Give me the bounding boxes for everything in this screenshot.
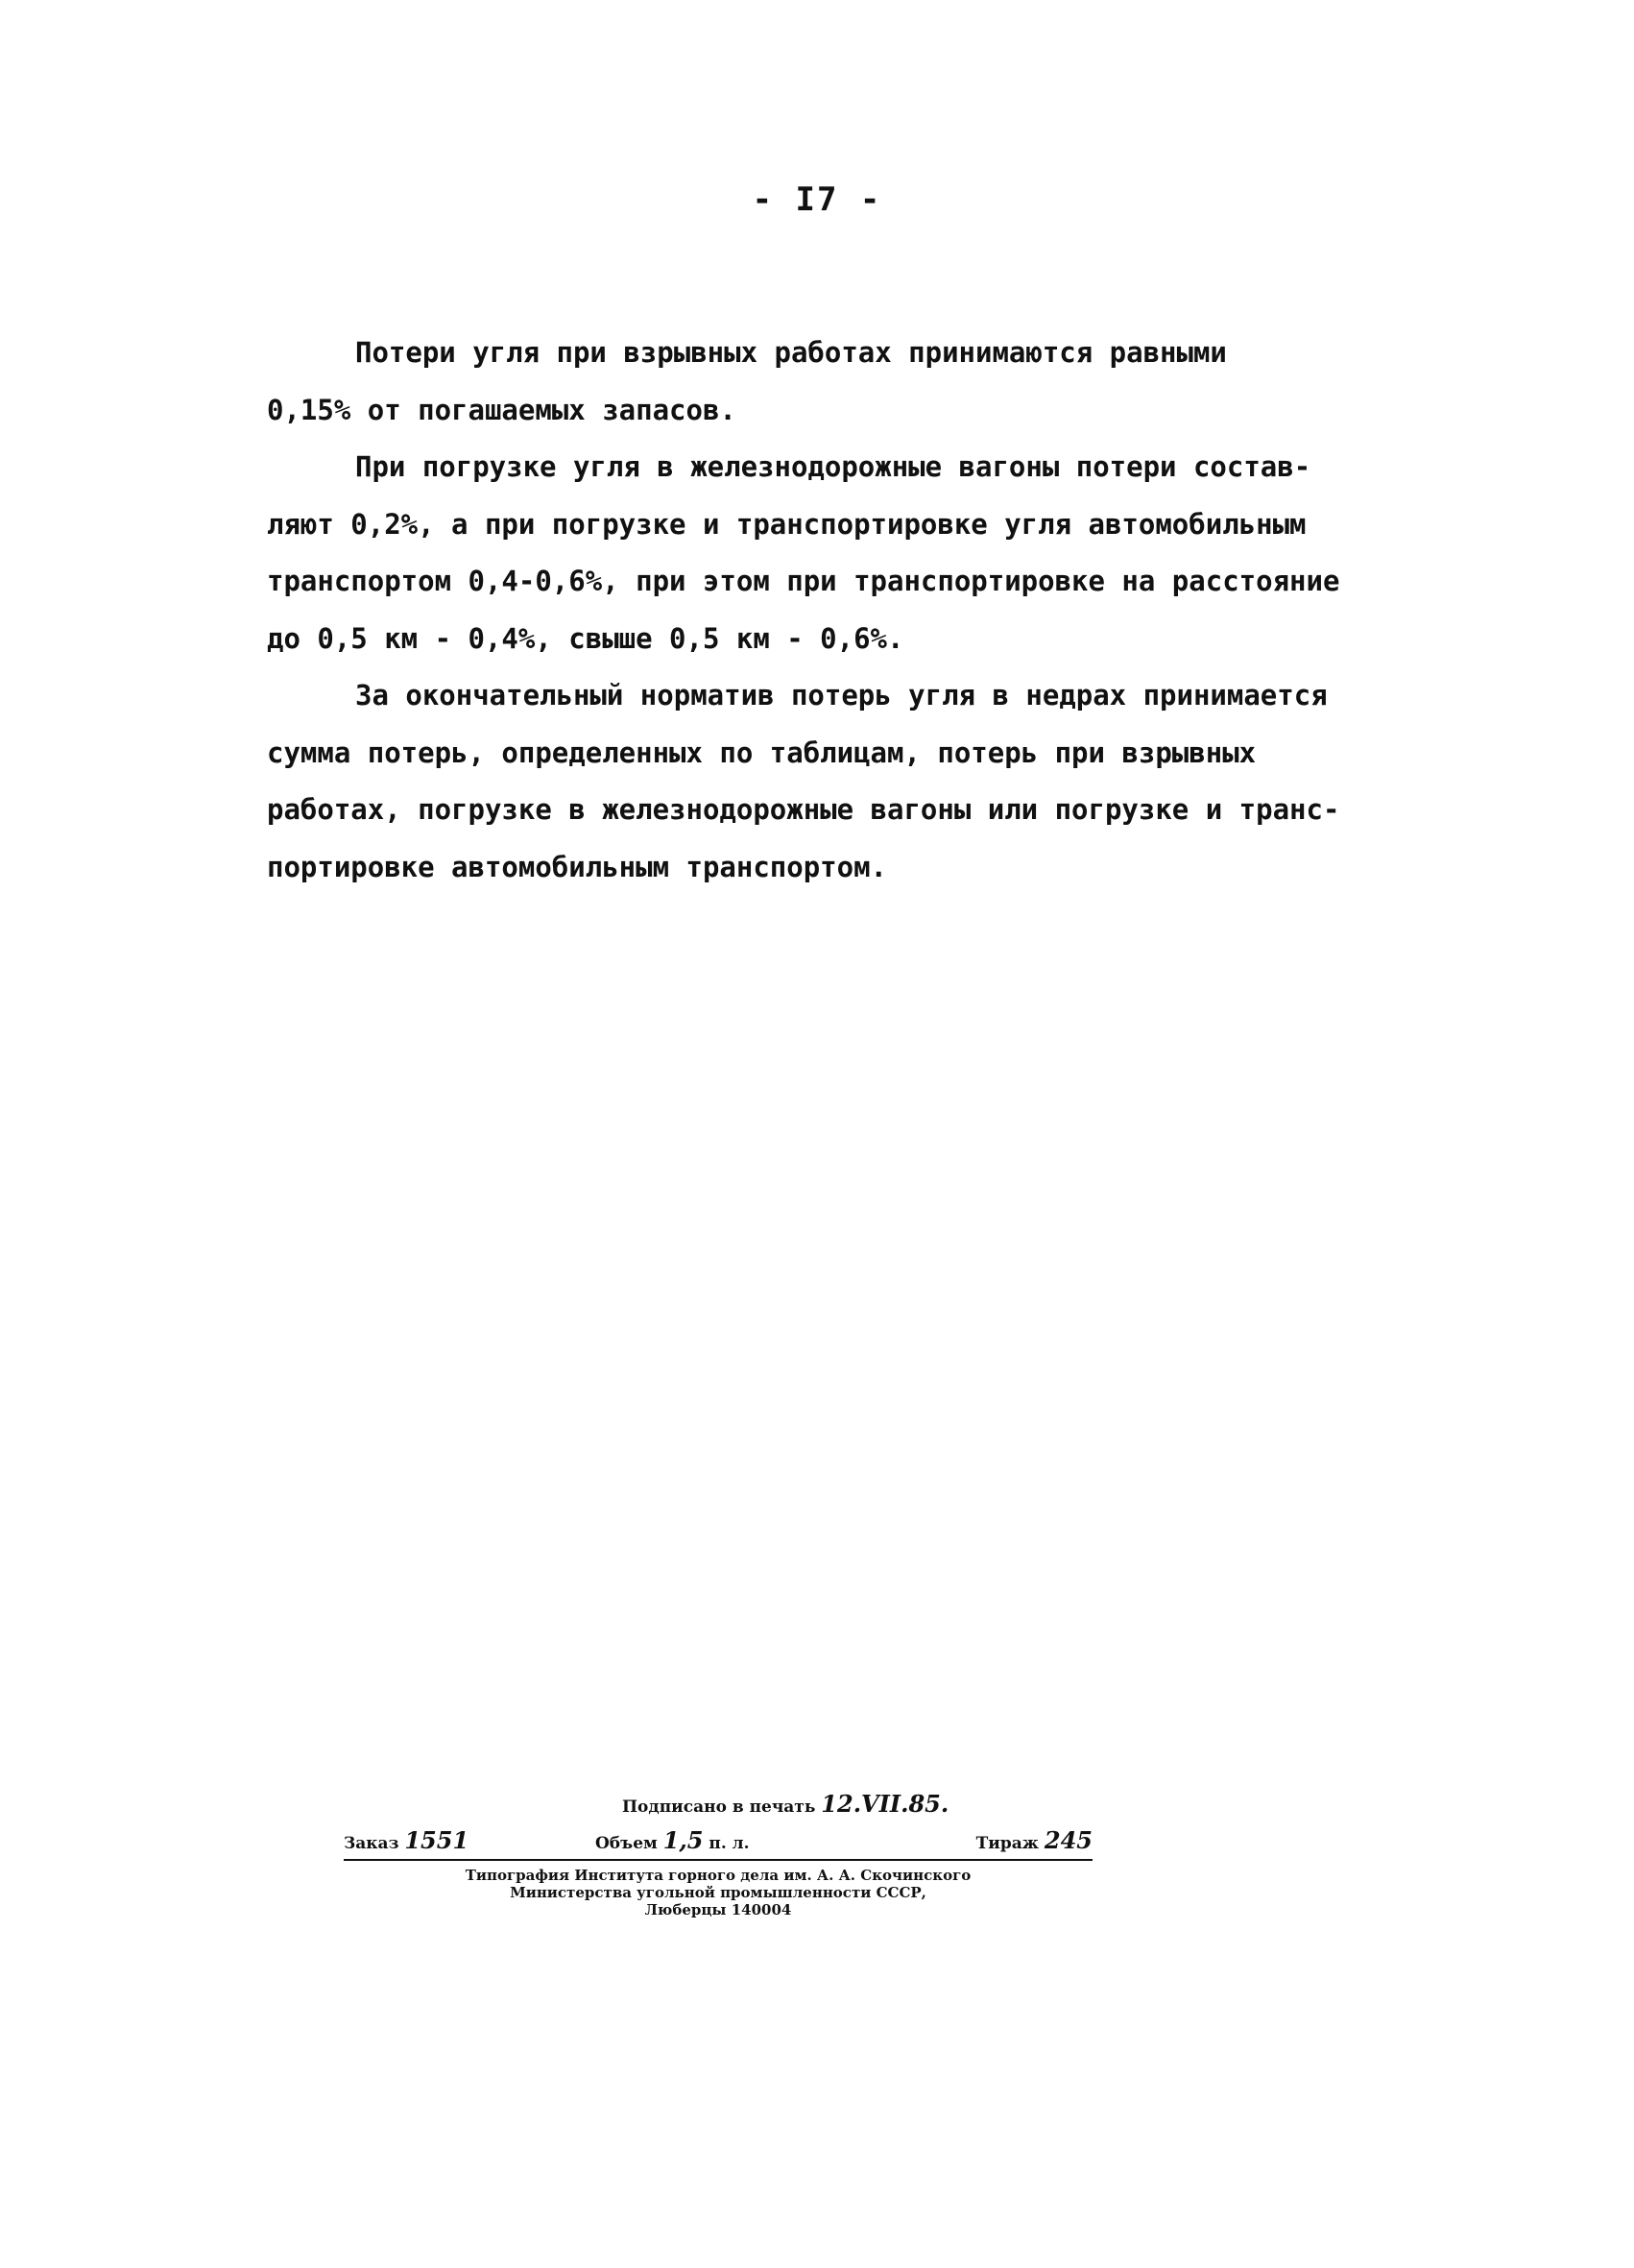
paragraph-line: При погрузке угля в железнодорожные вагоны потери состав-	[355, 450, 1311, 483]
order-number: 1551	[404, 1826, 469, 1854]
colophon-row	[344, 1826, 1093, 1855]
body-text	[267, 325, 1419, 896]
volume-unit: п. л.	[709, 1834, 750, 1853]
signed-for-print	[622, 1790, 949, 1818]
order-info	[344, 1826, 469, 1854]
paragraph-line: до 0,5 км - 0,4%, свыше 0,5 км - 0,6%.	[267, 621, 904, 655]
signed-date: 12.VII.85.	[821, 1790, 949, 1818]
order-label: Заказ	[344, 1834, 399, 1853]
printer-line: Министерства угольной промышленности СССР,	[510, 1884, 926, 1901]
paragraph-line: портировке автомобильным транспортом.	[267, 850, 888, 883]
page-number: - I7 -	[752, 181, 882, 219]
circulation-info	[976, 1826, 1093, 1854]
printer-imprint	[344, 1867, 1093, 1918]
paragraph-line: транспортом 0,4-0,6%, при этом при транспортировке на расстояние	[267, 565, 1340, 597]
volume-value: 1,5	[662, 1826, 704, 1854]
paragraph-line: ляют 0,2%, а при погрузке и транспортировке угля автомобильным	[267, 507, 1307, 541]
paragraph-line: Потери угля при взрывных работах принимаются равными	[355, 336, 1227, 369]
paragraph-line: сумма потерь, определенных по таблицам, потерь при взрывных	[267, 736, 1257, 769]
printer-line: Типография Института горного дела им. А. А. Скочинского	[465, 1867, 972, 1884]
volume-label: Объем	[595, 1834, 658, 1853]
paragraph-line: За окончательный норматив потерь угля в недрах принимается	[355, 679, 1328, 712]
circulation-label: Тираж	[975, 1834, 1039, 1853]
paragraph-line: 0,15% от погашаемых запасов.	[267, 393, 736, 426]
printer-line: Люберцы 140004	[644, 1901, 792, 1918]
circulation-value: 245	[1044, 1826, 1093, 1854]
colophon-divider	[344, 1859, 1093, 1861]
paragraph-line: работах, погрузке в железнодорожные вагоны или погрузке и транс-	[267, 793, 1340, 826]
signed-label: Подписано в печать	[622, 1798, 816, 1817]
volume-info	[595, 1826, 750, 1854]
